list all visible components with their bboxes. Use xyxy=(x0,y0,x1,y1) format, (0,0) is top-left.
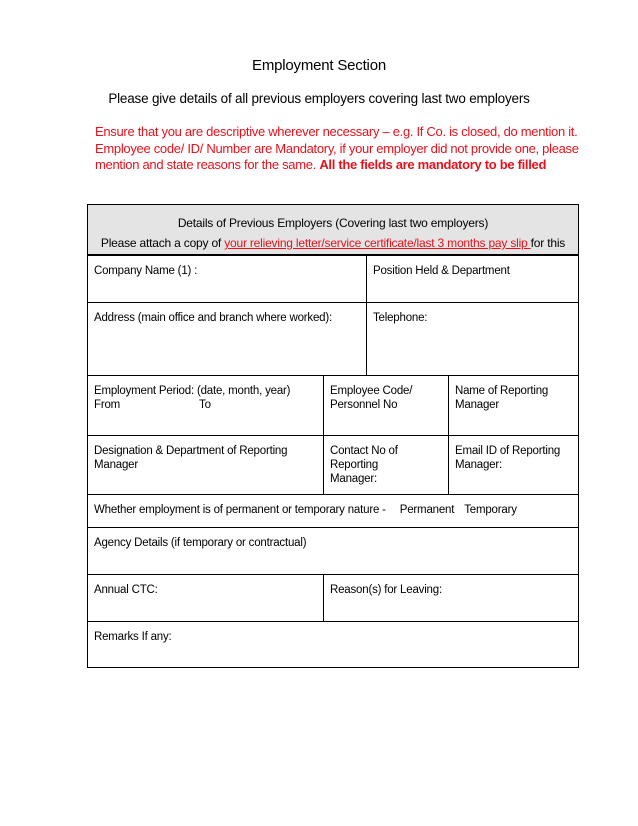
notice-line-1: Ensure that you are descriptive wherever necessary – e.g. If Co. is closed, do mention it. xyxy=(95,124,578,139)
telephone-label: Telephone: xyxy=(373,312,428,324)
employee-code-label-2: Personnel No xyxy=(330,399,398,411)
attach-instruction xyxy=(88,236,578,250)
from-to-labels xyxy=(94,398,319,412)
permanent-option[interactable]: Permanent xyxy=(399,504,455,516)
notice-line-3-text: mention and state reasons for the same. xyxy=(95,157,316,172)
notice-line-2: Employee code/ ID/ Number are Mandatory, if your employer did not provide one, please xyxy=(95,140,579,156)
manager-contact-label-2: Manager: xyxy=(330,473,377,485)
reason-leaving-label: Reason(s) for Leaving: xyxy=(330,584,442,596)
employment-period-text xyxy=(94,384,319,412)
to-label: To xyxy=(199,399,211,411)
manager-email-label-2: Manager: xyxy=(455,459,502,471)
company-name-field[interactable] xyxy=(87,255,367,303)
address-field[interactable] xyxy=(87,302,367,376)
reporting-manager-name-field[interactable] xyxy=(448,375,579,436)
agency-details-label: Agency Details (if temporary or contractual) xyxy=(94,537,307,549)
manager-email-text xyxy=(455,444,574,472)
employment-nature-label: Whether employment is of permanent or temporary nature - xyxy=(94,504,386,516)
agency-details-field[interactable] xyxy=(87,527,579,575)
page-subtitle: Please give details of all previous employers covering last two employers xyxy=(108,91,530,106)
temporary-option[interactable]: Temporary xyxy=(464,504,517,516)
employment-period-field[interactable] xyxy=(87,375,324,436)
form-heading: Details of Previous Employers (Covering last two employers) xyxy=(177,216,489,230)
instructions-notice xyxy=(95,124,595,174)
employee-code-field[interactable] xyxy=(323,375,449,436)
manager-email-label-1: Email ID of Reporting xyxy=(455,445,561,457)
address-label: Address (main office and branch where worked): xyxy=(94,312,332,324)
employment-nature-field xyxy=(87,494,579,528)
from-label: From xyxy=(94,399,121,411)
attach-prefix: Please attach a copy of xyxy=(100,236,222,250)
annual-ctc-field[interactable] xyxy=(87,574,324,622)
page-title: Employment Section xyxy=(252,57,386,74)
notice-line-3 xyxy=(95,157,595,174)
reporting-manager-text xyxy=(455,384,574,412)
company-name-label: Company Name (1) : xyxy=(94,265,198,277)
employee-code-text xyxy=(330,384,444,412)
annual-ctc-label: Annual CTC: xyxy=(94,584,158,596)
position-held-field[interactable] xyxy=(366,255,579,303)
manager-contact-field[interactable] xyxy=(323,435,449,495)
position-held-label: Position Held & Department xyxy=(373,265,510,277)
manager-designation-label: Designation & Department of Reporting Manager xyxy=(94,445,288,471)
reason-leaving-field[interactable] xyxy=(323,574,579,622)
mandatory-fields-note: All the fields are mandatory to be filled xyxy=(319,157,547,172)
attach-suffix: for this xyxy=(530,236,566,250)
telephone-field[interactable] xyxy=(366,302,579,376)
employee-code-label-1: Employee Code/ xyxy=(330,385,413,397)
reporting-manager-label-1: Name of Reporting xyxy=(455,385,549,397)
reporting-manager-label-2: Manager xyxy=(455,399,499,411)
attach-documents-link: your relieving letter/service certificate/last 3 months pay slip xyxy=(224,236,531,250)
manager-contact-label-1: Contact No of Reporting xyxy=(330,445,398,471)
manager-contact-text xyxy=(330,444,444,486)
remarks-label: Remarks If any: xyxy=(94,631,172,643)
employment-period-label: Employment Period: (date, month, year) xyxy=(94,385,291,397)
manager-email-field[interactable] xyxy=(448,435,579,495)
manager-designation-field[interactable] xyxy=(87,435,324,495)
employment-nature-text xyxy=(94,503,574,517)
remarks-field[interactable] xyxy=(87,621,579,668)
form-header xyxy=(87,204,579,255)
